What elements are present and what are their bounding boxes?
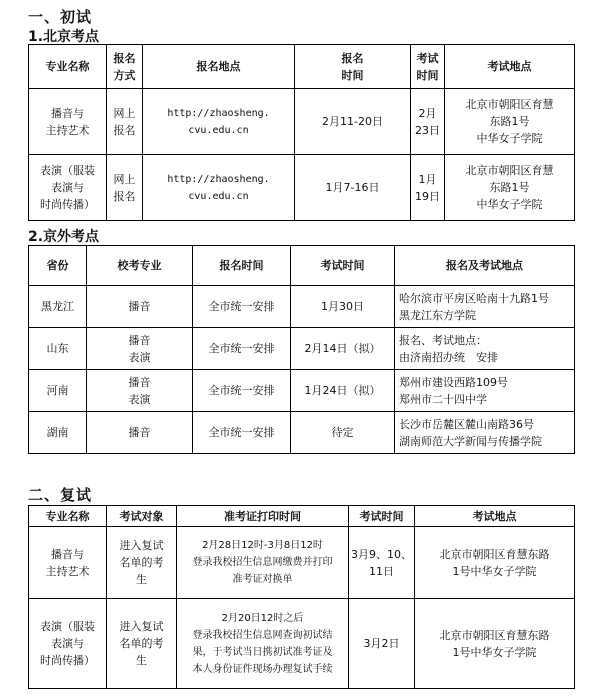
place-cell: 北京市朝阳区育慧东路 1号中华女子学院 bbox=[415, 527, 575, 599]
place-cell: 北京市朝阳区育慧东路 1号中华女子学院 bbox=[415, 599, 575, 689]
table-row bbox=[29, 370, 575, 412]
target-cell: 进入复试 名单的考 生 bbox=[107, 527, 177, 599]
major-cell: 播音与 主持艺术 bbox=[29, 527, 107, 599]
site-link-cont[interactable]: cvu.edu.cn bbox=[188, 124, 249, 136]
retest-header-row bbox=[29, 506, 575, 527]
method-cell: 网上 报名 bbox=[107, 155, 143, 221]
reg-time-cell: 全市统一安排 bbox=[193, 286, 291, 328]
table-row bbox=[29, 599, 575, 689]
province-cell: 湖南 bbox=[29, 412, 87, 454]
header-exam-time: 考试 时间 bbox=[411, 45, 445, 89]
major-cell: 播音 bbox=[87, 412, 193, 454]
outside-header-row bbox=[29, 246, 575, 286]
table-row bbox=[29, 527, 575, 599]
header-method: 报名 方式 bbox=[107, 45, 143, 89]
exam-time-cell: 1月 19日 bbox=[411, 155, 445, 221]
header-place: 报名及考试地点 bbox=[395, 246, 575, 286]
print-time-cell: 2月20日12时之后 登录我校招生信息网查询初试结 果，于考试当日携初试准考证及 本人身份证件现场办理复试手续 bbox=[177, 599, 349, 689]
exam-time-cell: 2月14日（拟） bbox=[291, 328, 395, 370]
major-cell: 播音 bbox=[87, 286, 193, 328]
exam-place-cell: 北京市朝阳区育慧 东路1号 中华女子学院 bbox=[445, 155, 575, 221]
section1-title: 一、初试 bbox=[28, 8, 93, 26]
print-time-cell: 2月28日12时-3月8日12时 登录我校招生信息网缴费并打印 准考证对换单 bbox=[177, 527, 349, 599]
exam-time-cell: 3月2日 bbox=[349, 599, 415, 689]
reg-time-cell: 全市统一安排 bbox=[193, 370, 291, 412]
header-target: 考试对象 bbox=[107, 506, 177, 527]
header-reg-time: 报名 时间 bbox=[295, 45, 411, 89]
site-cell bbox=[143, 89, 295, 155]
exam-time-cell: 3月9、10、 11日 bbox=[349, 527, 415, 599]
major-cell: 播音 表演 bbox=[87, 370, 193, 412]
province-cell: 山东 bbox=[29, 328, 87, 370]
place-cell: 哈尔滨市平房区哈南十九路1号 黑龙江东方学院 bbox=[395, 286, 575, 328]
table-row bbox=[29, 155, 575, 221]
site-link[interactable]: http://zhaosheng. bbox=[167, 173, 270, 185]
table-row bbox=[29, 328, 575, 370]
exam-time-cell: 1月24日（拟） bbox=[291, 370, 395, 412]
outside-subtitle: 2.京外考点 bbox=[28, 229, 100, 245]
table-row bbox=[29, 286, 575, 328]
header-print-time: 准考证打印时间 bbox=[177, 506, 349, 527]
reg-time-cell: 全市统一安排 bbox=[193, 412, 291, 454]
header-major: 校考专业 bbox=[87, 246, 193, 286]
beijing-header-row bbox=[29, 45, 575, 89]
place-cell: 郑州市建设西路109号 郑州市二十四中学 bbox=[395, 370, 575, 412]
header-province: 省份 bbox=[29, 246, 87, 286]
header-reg-time: 报名时间 bbox=[193, 246, 291, 286]
province-cell: 河南 bbox=[29, 370, 87, 412]
major-cell: 表演（服装 表演与 时尚传播） bbox=[29, 599, 107, 689]
site-link[interactable]: http://zhaosheng. bbox=[167, 107, 270, 119]
header-site: 报名地点 bbox=[143, 45, 295, 89]
site-link-cont[interactable]: cvu.edu.cn bbox=[188, 190, 249, 202]
reg-time-cell: 全市统一安排 bbox=[193, 328, 291, 370]
header-exam-time: 考试时间 bbox=[291, 246, 395, 286]
exam-place-cell: 北京市朝阳区育慧 东路1号 中华女子学院 bbox=[445, 89, 575, 155]
method-cell: 网上 报名 bbox=[107, 89, 143, 155]
reg-time-cell: 2月11-20日 bbox=[295, 89, 411, 155]
retest-table bbox=[28, 505, 575, 689]
site-cell bbox=[143, 155, 295, 221]
outside-table bbox=[28, 245, 575, 454]
major-cell: 播音 表演 bbox=[87, 328, 193, 370]
major-cell: 播音与 主持艺术 bbox=[29, 89, 107, 155]
beijing-subtitle: 1.北京考点 bbox=[28, 29, 100, 45]
header-major: 专业名称 bbox=[29, 45, 107, 89]
header-major: 专业名称 bbox=[29, 506, 107, 527]
major-cell: 表演（服装 表演与 时尚传播） bbox=[29, 155, 107, 221]
beijing-table bbox=[28, 44, 575, 221]
exam-time-cell: 1月30日 bbox=[291, 286, 395, 328]
place-cell: 报名、考试地点： 由济南招办统 安排 bbox=[395, 328, 575, 370]
section2-title: 二、复试 bbox=[28, 486, 93, 504]
table-row bbox=[29, 89, 575, 155]
target-cell: 进入复试 名单的考 生 bbox=[107, 599, 177, 689]
header-place: 考试地点 bbox=[415, 506, 575, 527]
header-exam-time: 考试时间 bbox=[349, 506, 415, 527]
province-cell: 黑龙江 bbox=[29, 286, 87, 328]
exam-time-cell: 待定 bbox=[291, 412, 395, 454]
header-exam-place: 考试地点 bbox=[445, 45, 575, 89]
exam-time-cell: 2月 23日 bbox=[411, 89, 445, 155]
table-row bbox=[29, 412, 575, 454]
reg-time-cell: 1月7-16日 bbox=[295, 155, 411, 221]
place-cell: 长沙市岳麓区麓山南路36号 湖南师范大学新闻与传播学院 bbox=[395, 412, 575, 454]
